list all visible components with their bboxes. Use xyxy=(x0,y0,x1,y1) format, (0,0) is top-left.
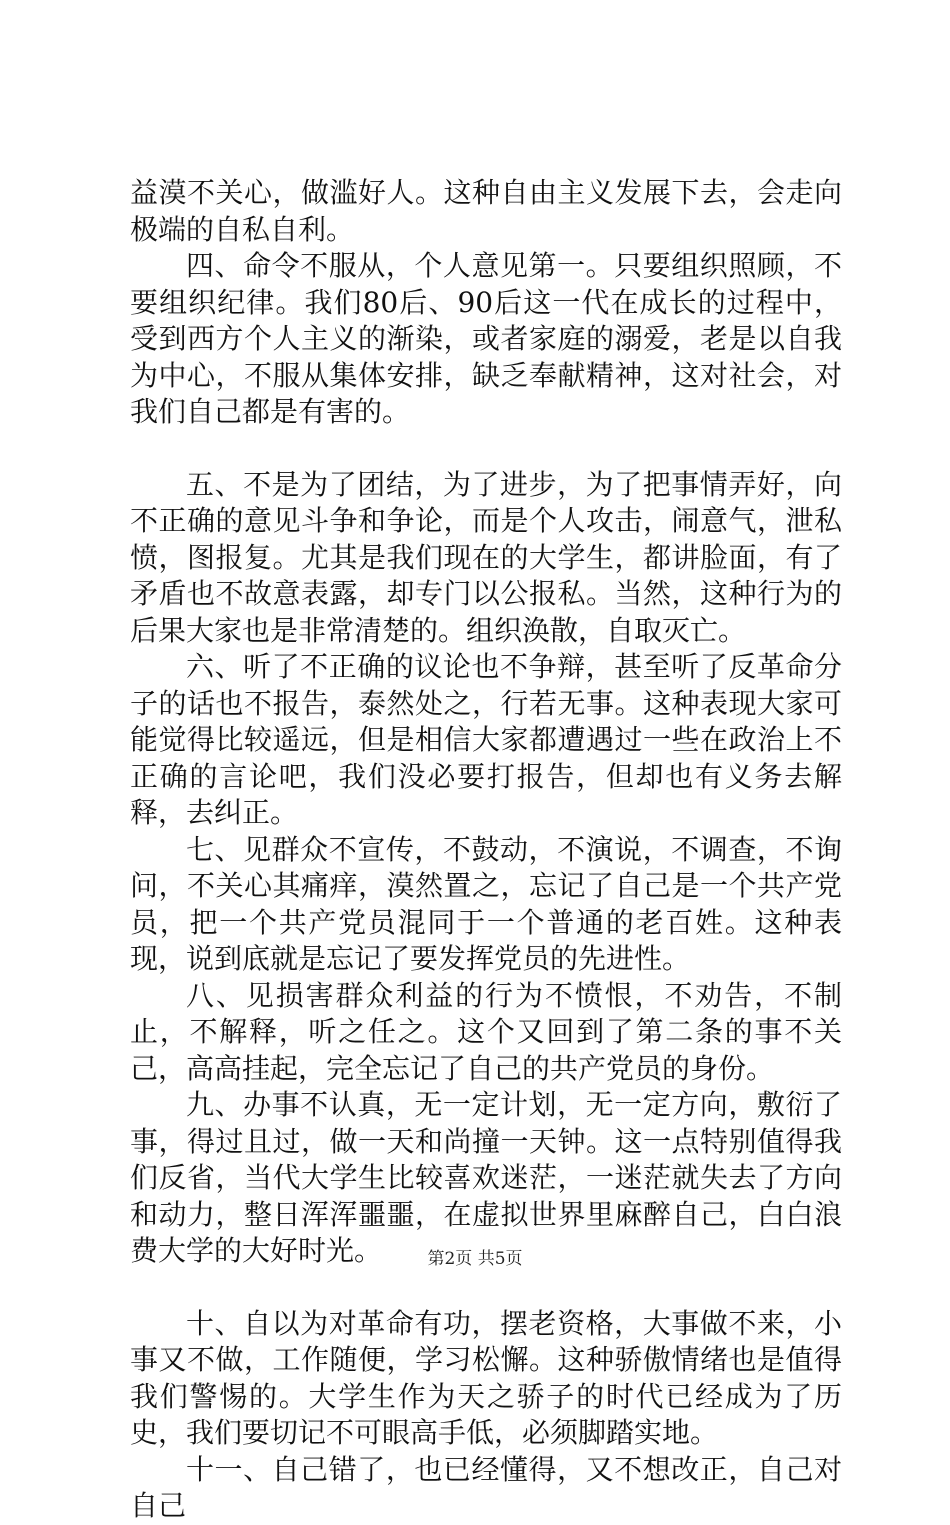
paragraph-item-10: 十、自以为对革命有功，摆老资格，大事做不来，小事又不做，工作随便，学习松懈。这种骄傲情绪也是值得我们警惕的。大学生作为天之骄子的时代已经成为了历史，我们要切记不可眼高手低，必须脚踏实地。 xyxy=(130,1306,842,1449)
page-number-footer: 第2页 共5页 xyxy=(427,1249,523,1269)
paragraph-item-9: 九、办事不认真，无一定计划，无一定方向，敷衍了事，得过且过，做一天和尚撞一天钟。这一点特别值得我们反省，当代大学生比较喜欢迷茫，一迷茫就失去了方向和动力，整日浑浑噩噩，在虚拟世界里麻醉自己，白白浪费大学的大好时光。 xyxy=(130,1088,842,1267)
paragraph-item-4: 四、命令不服从，个人意见第一。只要组织照顾，不要组织纪律。我们80后、90后这一代在成长的过程中，受到西方个人主义的渐染，或者家庭的溺爱，老是以自我为中心，不服从集体安排，缺乏奉献精神，这对社会，对我们自己都是有害的。 xyxy=(130,249,842,428)
paragraph-item-5: 五、不是为了团结，为了进步，为了把事情弄好，向不正确的意见斗争和争论，而是个人攻击，闹意气，泄私愤，图报复。尤其是我们现在的大学生，都讲脸面，有了矛盾也不故意表露，却专门以公报私。当然，这种行为的后果大家也是非常清楚的。组织涣散，自取灭亡。 xyxy=(130,467,842,647)
paragraph-continuation: 益漠不关心，做滥好人。这种自由主义发展下去，会走向极端的自私自利。 xyxy=(130,176,842,246)
paragraph-item-7: 七、见群众不宣传，不鼓动，不演说，不调查，不询问，不关心其痛痒，漠然置之，忘记了自己是一个共产党员，把一个共产党员混同于一个普通的老百姓。这种表现，说到底就是忘记了要发挥党员的先进性。 xyxy=(130,832,842,975)
paragraph-item-11: 十一、自己错了，也已经懂得，又不想改正，自己对自己 xyxy=(130,1452,842,1522)
paragraph-item-8: 八、见损害群众利益的行为不愤恨，不劝告，不制止，不解释，听之任之。这个又回到了第二条的事不关己，高高挂起，完全忘记了自己的共产党员的身份。 xyxy=(130,978,842,1085)
paragraph-item-6: 六、听了不正确的议论也不争辩，甚至听了反革命分子的话也不报告，泰然处之，行若无事。这种表现大家可能觉得比较遥远，但是相信大家都遭遇过一些在政治上不正确的言论吧，我们没必要打报告，但却也有义务去解释，去纠正。 xyxy=(130,650,842,829)
document-body xyxy=(130,175,842,1525)
